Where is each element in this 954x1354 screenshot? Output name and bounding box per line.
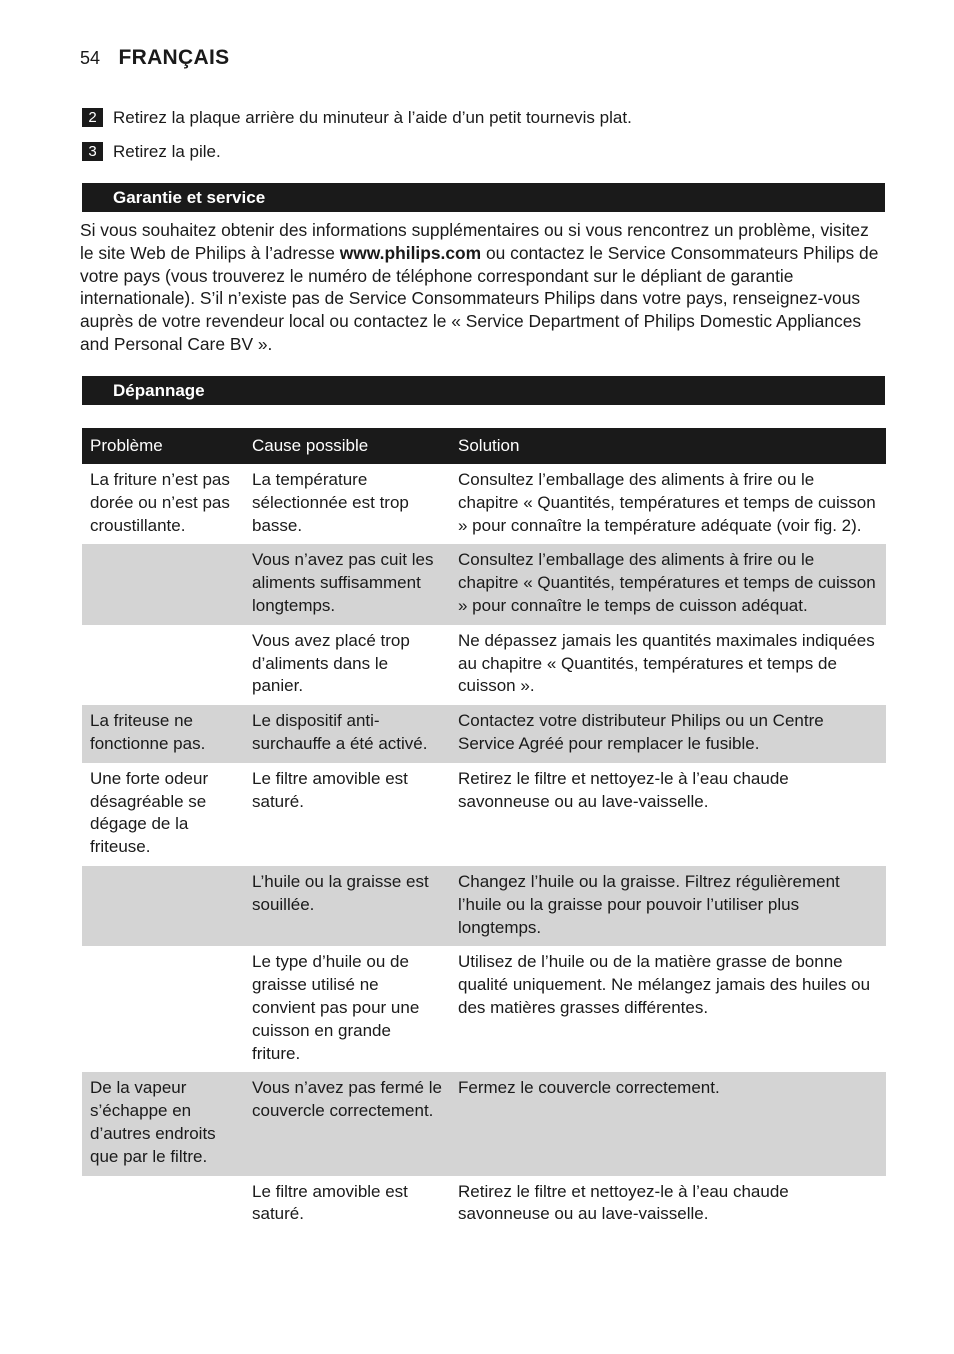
step-number: 3 (82, 142, 103, 161)
page-header (80, 46, 229, 76)
column-header-solution: Solution (450, 428, 886, 464)
cell-problem (82, 544, 244, 624)
table-row (82, 946, 886, 1072)
table-row (82, 763, 886, 866)
step-item (82, 107, 632, 129)
cell-cause: La température sélectionnée est trop basse. (252, 470, 409, 535)
philips-url: www.philips.com (339, 242, 482, 263)
step-text: Retirez la plaque arrière du minuteur à l’aide d’un petit tournevis plat. (113, 108, 632, 127)
cell-problem: La friture n’est pas dorée ou n’est pas croustillante. (90, 470, 230, 535)
cell-solution: Changez l’huile ou la graisse. Filtrez régulièrement l’huile ou la graisse pour pouvoir l’utiliser plus longtemps. (450, 866, 886, 946)
cell-solution: Contactez votre distributeur Philips ou un Centre Service Agréé pour remplacer le fusible. (450, 705, 886, 763)
cell-cause: Vous n’avez pas fermé le couvercle correctement. (244, 1072, 450, 1175)
cell-solution: Retirez le filtre et nettoyez-le à l’eau chaude savonneuse ou au lave-vaisselle. (458, 1181, 789, 1224)
troubleshooting-table (82, 428, 886, 1233)
cell-cause: Le dispositif anti-surchauffe a été activé. (244, 705, 450, 763)
cell-solution: Consultez l’emballage des aliments à frire ou le chapitre « Quantités, températures et temps de cuisson » pour connaître la température adéquate (voir fig. 2). (458, 470, 876, 535)
cell-solution: Fermez le couvercle correctement. (450, 1072, 886, 1175)
table-row (82, 1176, 886, 1234)
table-row (82, 464, 886, 544)
language-heading: FRANÇAIS (118, 46, 230, 69)
table-row (82, 866, 886, 946)
cell-solution: Ne dépassez jamais les quantités maximales indiquées au chapitre « Quantités, températures et temps de cuisson ». (458, 630, 875, 696)
step-item (82, 141, 221, 163)
warranty-paragraph (80, 219, 880, 356)
table-row (82, 1072, 886, 1175)
warranty-text-after: ou contactez le Service Consommateurs Philips de votre pays (vous trouverez le numéro de téléphone correspondant sur le dépliant de garantie internationale). S’il n’existe pas de Service Consommateurs Philips dans votre pays, renseignez-vous auprès de votre revendeur local ou contactez le « Service Department of Philips Domestic Appliances and Personal Care BV ». (80, 242, 879, 354)
page-number: 54 (80, 48, 101, 68)
cell-problem: La friteuse ne fonctionne pas. (82, 705, 244, 763)
cell-cause: Le type d’huile ou de graisse utilisé ne convient pas pour une cuisson en grande friture. (252, 952, 420, 1063)
cell-solution: Consultez l’emballage des aliments à frire ou le chapitre « Quantités, températures et temps de cuisson » pour connaître le temps de cuisson adéquat. (450, 544, 886, 624)
table-row (82, 544, 886, 624)
step-number: 2 (82, 108, 103, 127)
section-heading-troubleshooting: Dépannage (82, 376, 885, 405)
table-row (82, 625, 886, 705)
cell-problem (82, 625, 244, 705)
cell-problem (82, 1176, 244, 1234)
cell-solution: Utilisez de l’huile ou de la matière grasse de bonne qualité uniquement. Ne mélangez jamais des huiles ou des matières grasses différentes. (458, 952, 871, 1017)
cell-cause: Vous n’avez pas cuit les aliments suffisamment longtemps. (244, 544, 450, 624)
table-header-row (82, 428, 886, 464)
column-header-cause: Cause possible (244, 428, 450, 464)
cell-cause: L’huile ou la graisse est souillée. (244, 866, 450, 946)
warranty-text-before: Si vous souhaitez obtenir des informations supplémentaires ou si vous rencontrez un problème, visitez le site Web de Philips à l’adresse (80, 220, 869, 263)
cell-cause: Vous avez placé trop d’aliments dans le panier. (252, 630, 410, 696)
cell-solution: Retirez le filtre et nettoyez-le à l’eau chaude savonneuse ou au lave-vaisselle. (458, 768, 789, 811)
cell-problem: Une forte odeur désagréable se dégage de la friteuse. (90, 768, 209, 857)
table-row (82, 705, 886, 763)
cell-problem (82, 946, 244, 1072)
column-header-problem: Problème (82, 428, 244, 464)
cell-problem: De la vapeur s’échappe en d’autres endroits que par le filtre. (82, 1072, 244, 1175)
step-text: Retirez la pile. (113, 142, 221, 161)
cell-problem (82, 866, 244, 946)
cell-cause: Le filtre amovible est saturé. (252, 1181, 408, 1224)
section-heading-warranty: Garantie et service (82, 183, 885, 212)
cell-cause: Le filtre amovible est saturé. (252, 768, 408, 811)
